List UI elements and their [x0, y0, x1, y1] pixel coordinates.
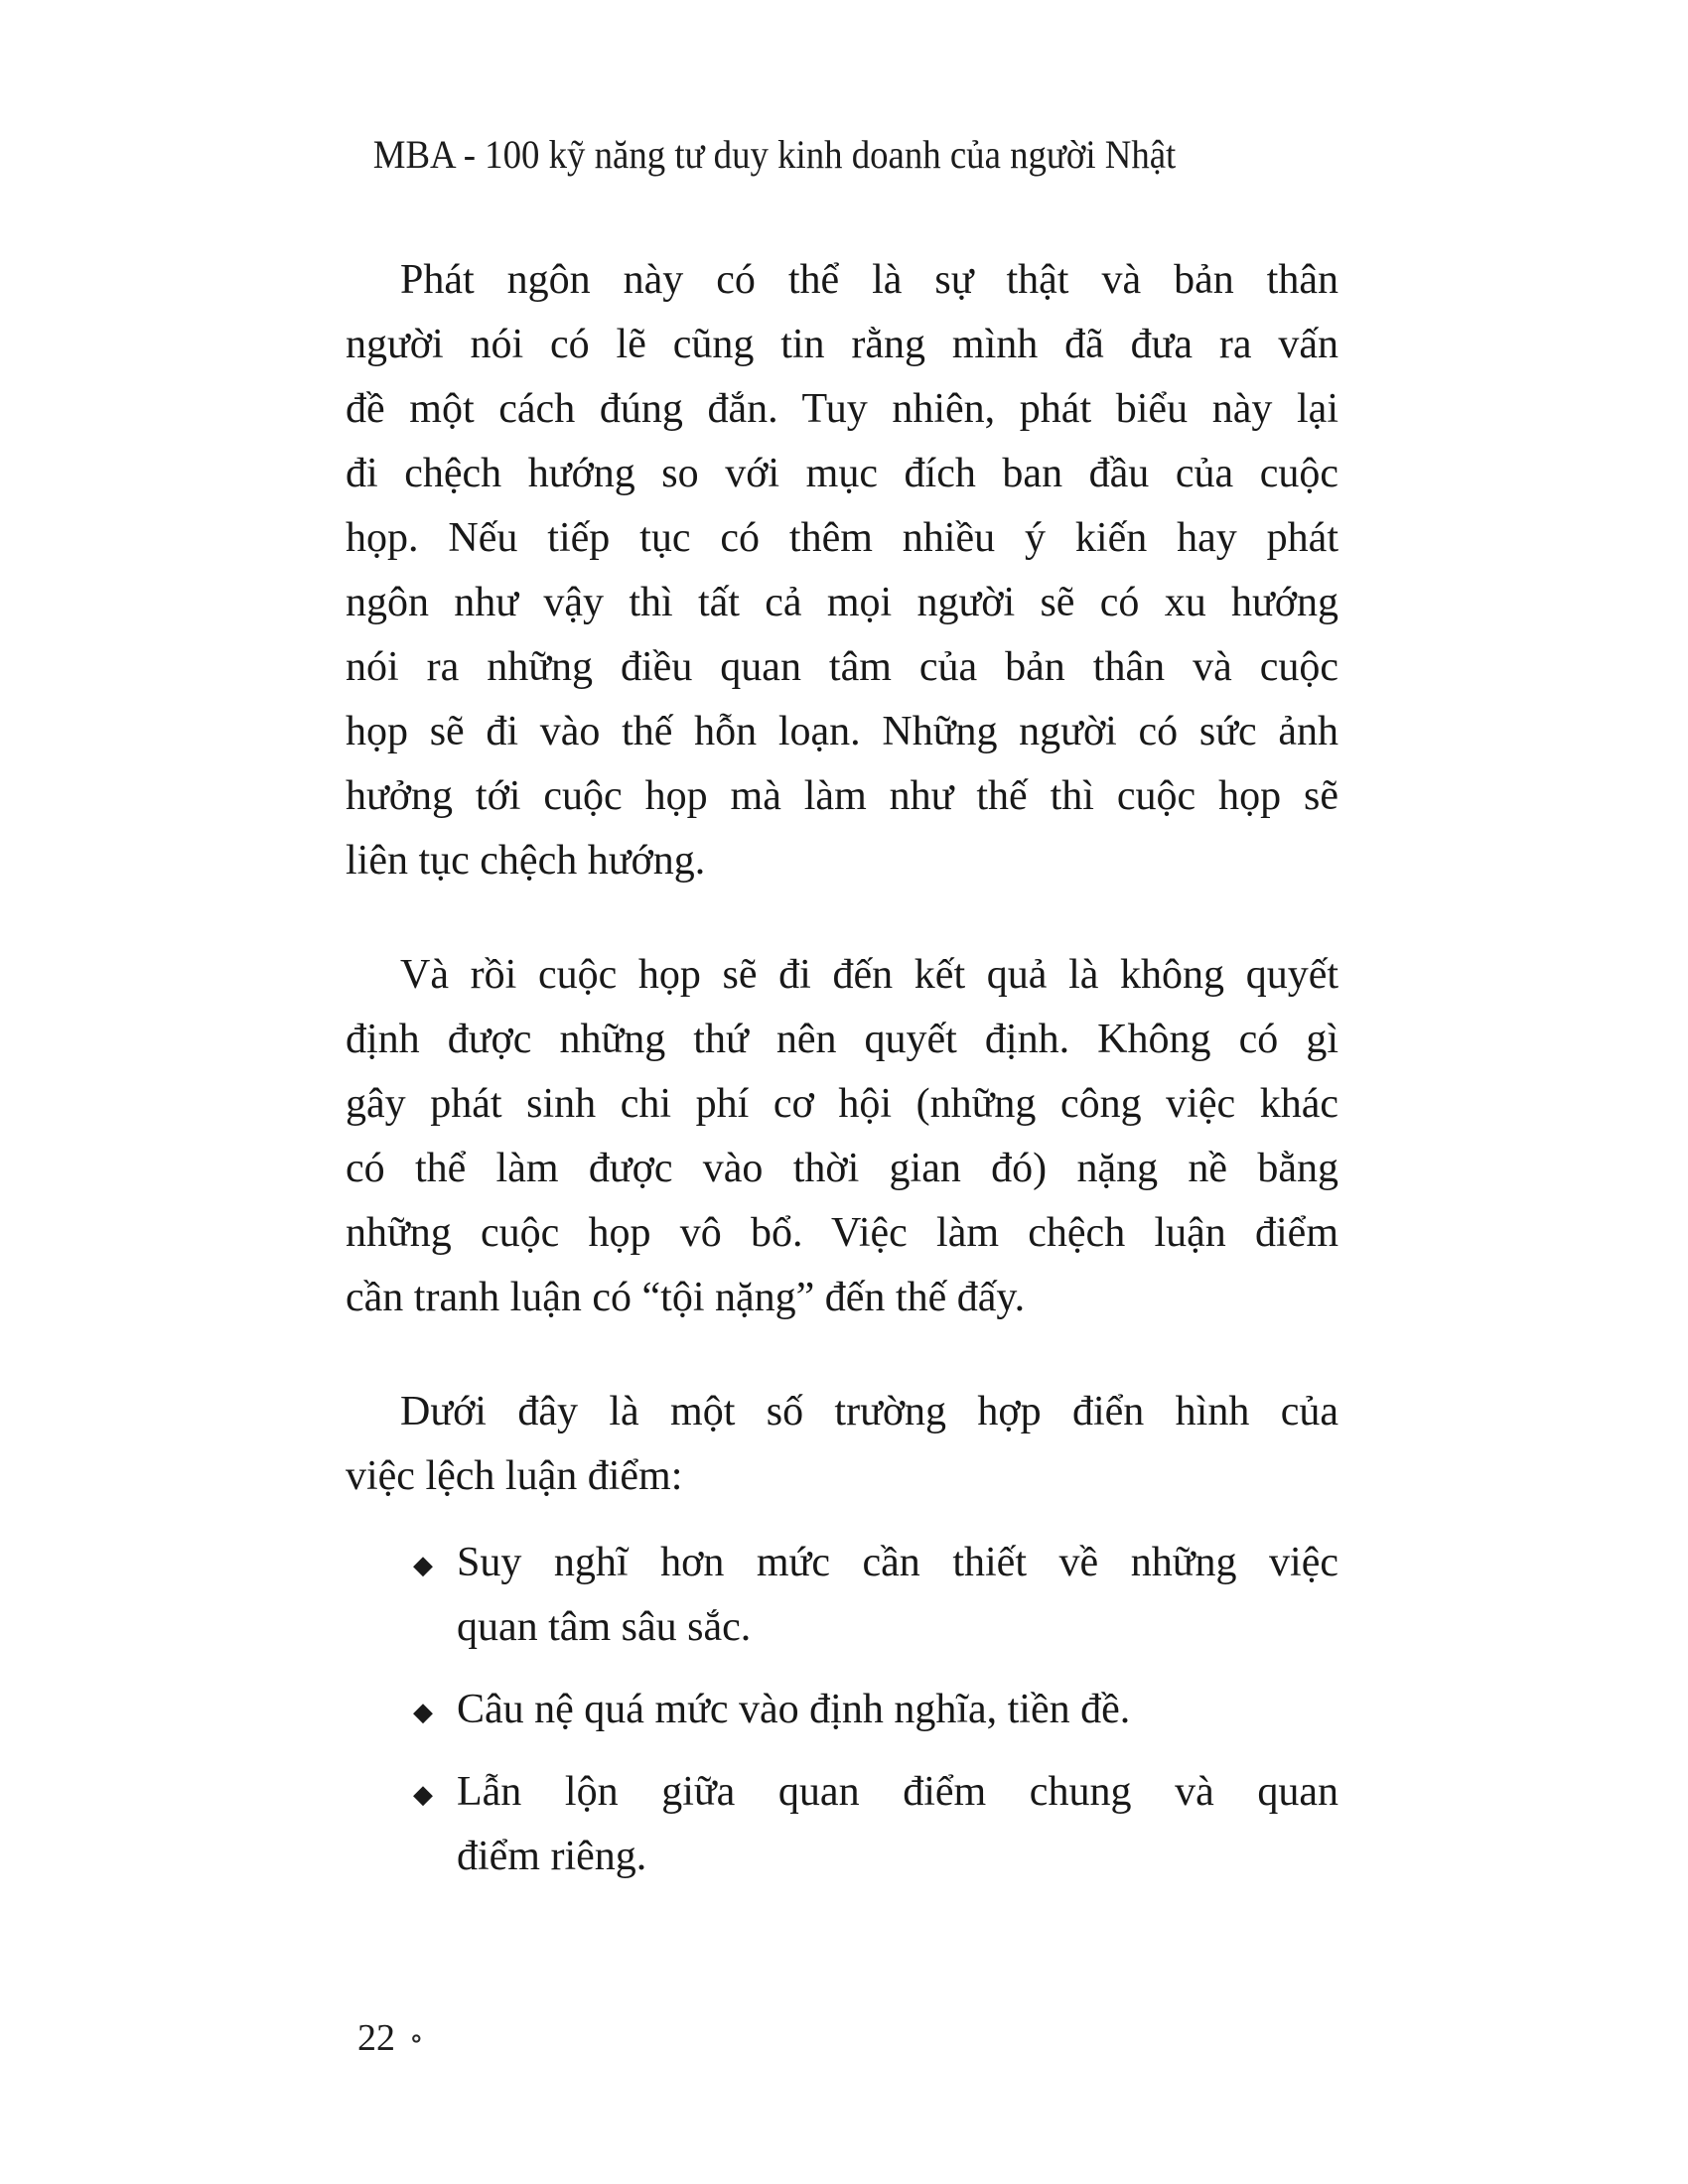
diamond-bullet-icon: ◆	[413, 1698, 433, 1726]
bullet-list	[346, 1531, 1338, 1889]
paragraphs-container	[346, 248, 1338, 1509]
paragraph-line: họp. Nếu tiếp tục có thêm nhiều ý kiến hay phát	[346, 515, 1338, 561]
paragraph	[346, 1380, 1338, 1509]
paragraph-line: đi chệch hướng so với mục đích ban đầu của cuộc	[346, 451, 1338, 496]
paragraph-line: Và rồi cuộc họp sẽ đi đến kết quả là không quyết	[400, 952, 1338, 998]
paragraph-line: Dưới đây là một số trường hợp điển hình của	[400, 1389, 1338, 1434]
bullet-line: điểm riêng.	[457, 1834, 647, 1879]
paragraph-line: gây phát sinh chi phí cơ hội (những công việc khác	[346, 1081, 1338, 1127]
bullet-item	[346, 1760, 1338, 1889]
paragraph-line: ngôn như vậy thì tất cả mọi người sẽ có xu hướng	[346, 580, 1338, 625]
paragraph-line: người nói có lẽ cũng tin rằng mình đã đưa ra vấn	[346, 322, 1338, 367]
paragraph-line: đề một cách đúng đắn. Tuy nhiên, phát biểu này lại	[346, 386, 1338, 432]
paragraph-line: Phát ngôn này có thể là sự thật và bản thân	[400, 257, 1338, 303]
paragraph-line: việc lệch luận điểm:	[346, 1453, 683, 1499]
diamond-bullet-icon: ◆	[413, 1551, 433, 1579]
bullet-line: quan tâm sâu sắc.	[457, 1604, 752, 1650]
running-header: MBA - 100 kỹ năng tư duy kinh doanh của người Nhật	[372, 132, 1177, 177]
page-footer	[357, 2015, 424, 2064]
paragraph-line: liên tục chệch hướng.	[346, 838, 706, 884]
paragraph-line: có thể làm được vào thời gian đó) nặng nề bằng	[346, 1146, 1338, 1191]
paragraph-line: họp sẽ đi vào thế hỗn loạn. Những người có sức ảnh	[346, 709, 1338, 754]
body-text	[346, 248, 1338, 1889]
page-number: 22	[357, 2017, 395, 2059]
paragraph-line: cần tranh luận có “tội nặng” đến thế đấy.	[346, 1275, 1026, 1320]
paragraph	[346, 248, 1338, 893]
paragraph-line: những cuộc họp vô bổ. Việc làm chệch luận điểm	[346, 1210, 1338, 1256]
footer-ornament: ∘	[409, 2022, 424, 2055]
bullet-item	[346, 1531, 1338, 1660]
paragraph-line: định được những thứ nên quyết định. Không có gì	[346, 1017, 1338, 1062]
bullet-item	[346, 1678, 1338, 1742]
bullet-line: Suy nghĩ hơn mức cần thiết về những việc	[457, 1540, 1338, 1585]
bullet-line: Câu nệ quá mức vào định nghĩa, tiền đề.	[457, 1687, 1131, 1732]
bullet-line: Lẫn lộn giữa quan điểm chung và quan	[457, 1769, 1338, 1815]
diamond-bullet-icon: ◆	[413, 1780, 433, 1809]
paragraph-line: nói ra những điều quan tâm của bản thân và cuộc	[346, 644, 1338, 690]
paragraph-line: hưởng tới cuộc họp mà làm như thế thì cuộc họp sẽ	[346, 773, 1338, 819]
paragraph	[346, 943, 1338, 1330]
